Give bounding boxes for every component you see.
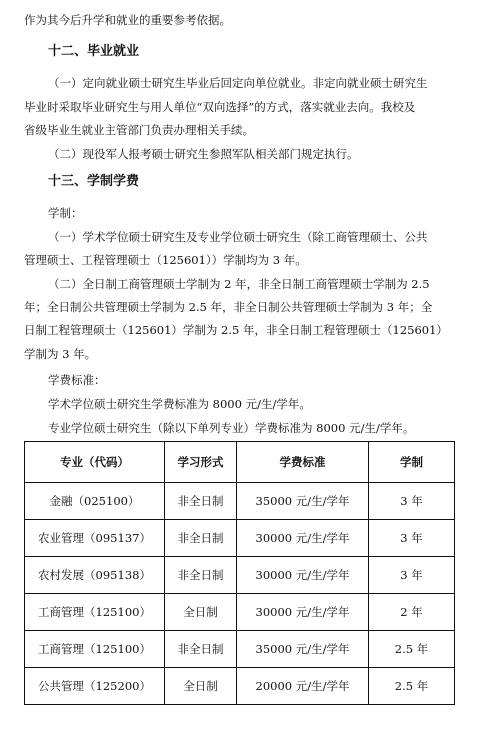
cell-study-mode: 非全日制 (165, 520, 237, 557)
cell-major: 农业管理（095137） (25, 520, 165, 557)
paragraph-line: 日制工程管理硕士（125601）学制为 2.5 年，非全日制工程管理硕士（125601） (24, 323, 448, 337)
paragraph-line: 学制为 3 年。 (24, 347, 97, 361)
table-row (25, 594, 455, 631)
cell-study-mode: 全日制 (165, 668, 237, 705)
paragraph-line: （二）全日制工商管理硕士学制为 2 年，非全日制工商管理硕士学制为 2.5 (48, 277, 430, 291)
paragraph-line: 省级毕业生就业主管部门负责办理相关手续。 (24, 123, 254, 137)
header-tuition: 学费标准 (237, 442, 369, 483)
cell-study-mode: 全日制 (165, 594, 237, 631)
cell-duration: 3 年 (369, 557, 455, 594)
cell-study-mode: 非全日制 (165, 631, 237, 668)
cell-study-mode: 非全日制 (165, 557, 237, 594)
paragraph-line: 毕业时采取毕业研究生与用人单位“双向选择”的方式，落实就业去向。我校及 (24, 100, 416, 114)
table-row (25, 483, 455, 520)
tuition-table (24, 441, 455, 705)
paragraph-line: 管理硕士、工程管理硕士（125601））学制均为 3 年。 (24, 253, 307, 267)
cell-duration: 3 年 (369, 483, 455, 520)
table-row (25, 668, 455, 705)
table-row (25, 520, 455, 557)
cell-tuition: 30000 元/生/学年 (237, 520, 369, 557)
paragraph-line: （一）学术学位硕士研究生及专业学位硕士研究生（除工商管理硕士、公共 (48, 230, 428, 244)
cell-major: 金融（025100） (25, 483, 165, 520)
cell-tuition: 30000 元/生/学年 (237, 594, 369, 631)
cell-major: 工商管理（125100） (25, 594, 165, 631)
header-major: 专业（代码） (25, 442, 165, 483)
section-heading-duration-tuition: 十三、学制学费 (48, 174, 140, 189)
section-heading-graduation-employment: 十二、毕业就业 (48, 44, 140, 59)
paragraph-line: 学费标准： (48, 373, 106, 387)
cell-major: 工商管理（125100） (25, 631, 165, 668)
paragraph-line: 专业学位硕士研究生（除以下单列专业）学费标准为 8000 元/生/学年。 (48, 421, 415, 435)
header-duration: 学制 (369, 442, 455, 483)
cell-duration: 2.5 年 (369, 631, 455, 668)
cell-duration: 3 年 (369, 520, 455, 557)
cell-duration: 2.5 年 (369, 668, 455, 705)
cell-tuition: 35000 元/生/学年 (237, 483, 369, 520)
cell-duration: 2 年 (369, 594, 455, 631)
header-study-mode: 学习形式 (165, 442, 237, 483)
cell-major: 农村发展（095138） (25, 557, 165, 594)
paragraph-line: 学术学位硕士研究生学费标准为 8000 元/生/学年。 (48, 397, 311, 411)
table-row (25, 631, 455, 668)
cell-tuition: 20000 元/生/学年 (237, 668, 369, 705)
table-header-row (25, 442, 455, 483)
paragraph-line: 年；全日制公共管理硕士学制为 2.5 年，非全日制公共管理硕士学制为 3 年；全 (24, 300, 433, 314)
cell-major: 公共管理（125200） (25, 668, 165, 705)
cell-study-mode: 非全日制 (165, 483, 237, 520)
paragraph-line: （一）定向就业硕士研究生毕业后回定向单位就业。非定向就业硕士研究生 (48, 76, 428, 90)
table-row (25, 557, 455, 594)
paragraph-line: 作为其今后升学和就业的重要参考依据。 (24, 13, 231, 27)
cell-tuition: 35000 元/生/学年 (237, 631, 369, 668)
paragraph-line: 学制： (48, 206, 83, 220)
cell-tuition: 30000 元/生/学年 (237, 557, 369, 594)
paragraph-line: （二）现役军人报考硕士研究生参照军队相关部门规定执行。 (48, 147, 359, 161)
